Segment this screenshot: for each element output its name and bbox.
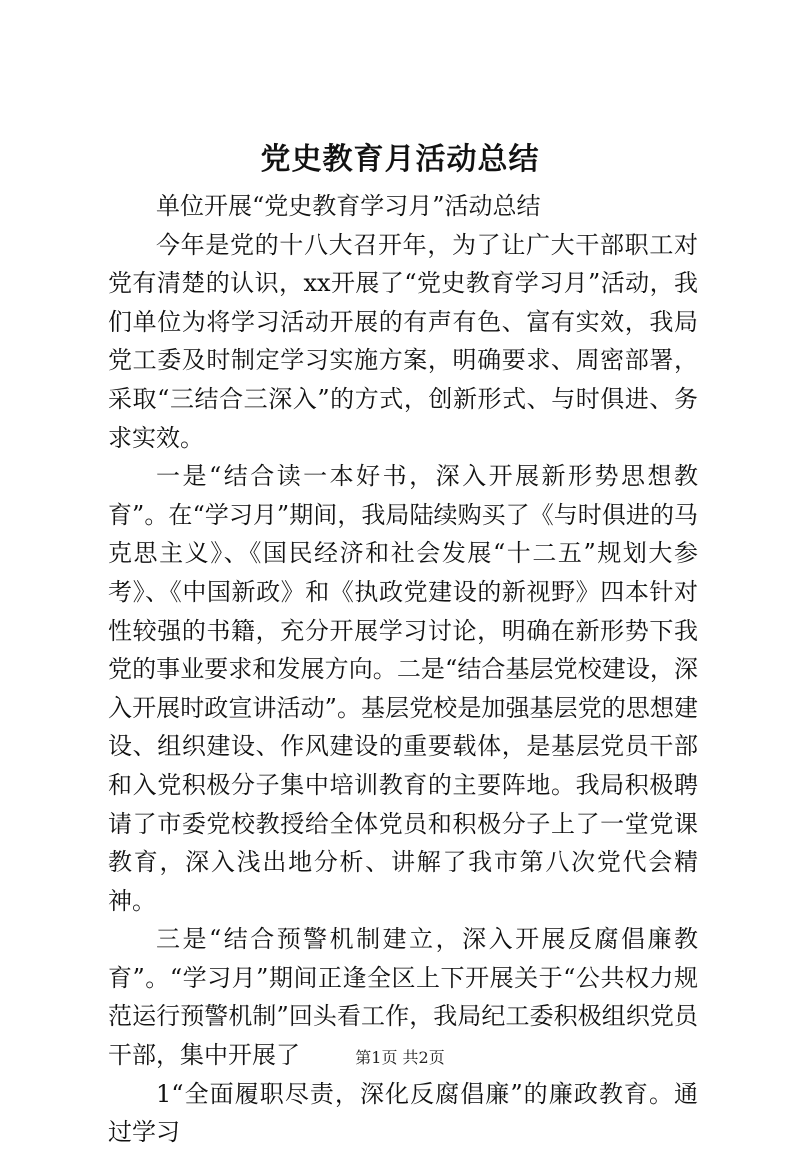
document-title: 党史教育月活动总结 bbox=[260, 142, 540, 177]
paragraph-item-one: 1“全面履职尽责，深化反腐倡廉”的廉政教育。通过学习 bbox=[108, 1079, 698, 1147]
paragraph-subtitle: 单位开展“党史教育学习月”活动总结 bbox=[156, 192, 541, 220]
paragraph-point-three: 三是“结合预警机制建立，深入开展反腐倡廉教育”。“学习月”期间正逢全区上下开展关于“公共权力规范运行预警机制”回头看工作，我局纪工委积极组织党员干部，集中开展了 bbox=[108, 925, 698, 1070]
page-number-footer: 第1页 共2页 bbox=[355, 1048, 445, 1067]
paragraph-point-one-two: 一是“结合读一本好书，深入开展新形势思想教育”。在“学习月”期间，我局陆续购买了《与时俱进的马克思主义》、《国民经济和社会发展“十二五”规划大参考》、《中国新政》和《执政党建设的新视野》四本针对性较强的书籍，充分开展学习讨论，明确在新形势下我党的事业要求和发展方向。二是“结合基层党校建设，深入开展时政宣讲活动”。基层党校是加强基层党的思想建设、组织建设、作风建设的重要载体，是基层党员干部和入党积极分子集中培训教育的主要阵地。我局积极聘请了市委党校教授给全体党员和积极分子上了一堂党课教育，深入浅出地分析、讲解了我市第八次党代会精神。 bbox=[108, 462, 698, 915]
document-body bbox=[108, 187, 698, 1152]
paragraph-intro: 今年是党的十八大召开年，为了让广大干部职工对党有清楚的认识，xx开展了“党史教育学习月”活动，我们单位为将学习活动开展的有声有色、富有实效，我局党工委及时制定学习实施方案，明确要求、周密部署，采取“三结合三深入”的方式，创新形式、与时俱进、务求实效。 bbox=[108, 230, 698, 452]
